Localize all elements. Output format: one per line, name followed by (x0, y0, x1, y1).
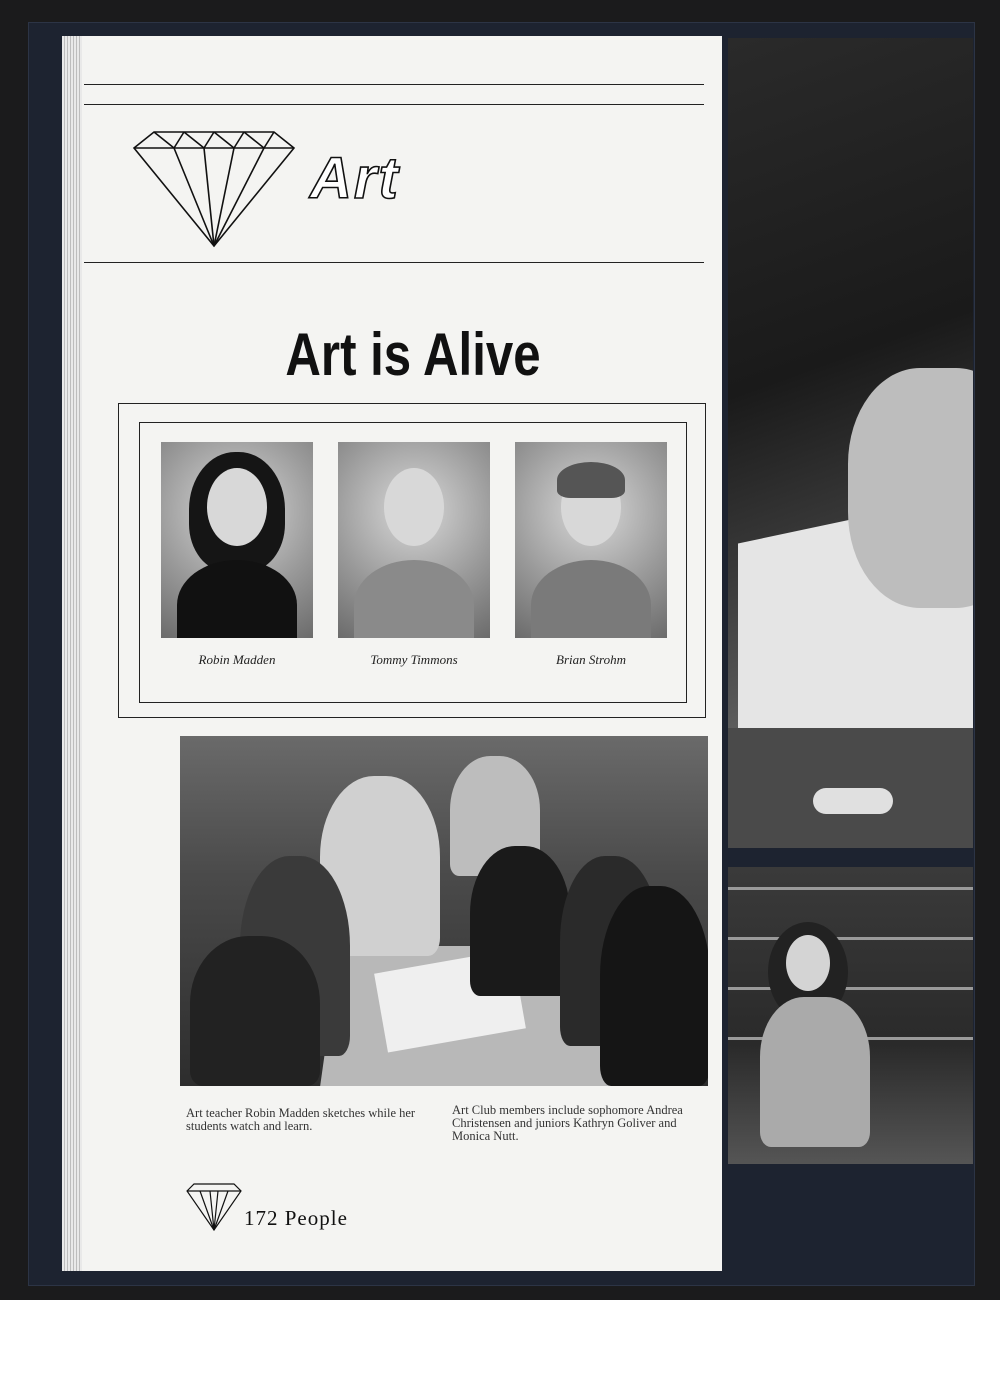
section-title: Art (310, 146, 400, 211)
header-rule-2 (84, 104, 704, 105)
drawing-photo (728, 38, 973, 848)
portrait-photo (515, 442, 667, 638)
header-rule-3 (84, 262, 704, 263)
page-headline: Art is Alive (285, 321, 541, 388)
photo-caption-left: Art teacher Robin Madden sketches while her students watch and learn. (186, 1106, 416, 1133)
page-folio (244, 1206, 348, 1231)
diamond-icon (132, 128, 296, 248)
portrait-name: Robin Madden (198, 652, 276, 667)
art-class-photo (180, 736, 708, 1086)
portrait-photo (161, 442, 313, 638)
portrait-name: Brian Strohm (556, 652, 626, 667)
portrait-name: Tommy Timmons (370, 652, 458, 667)
section-name: People (284, 1206, 348, 1230)
diamond-icon (186, 1183, 242, 1231)
library-photo (728, 867, 973, 1164)
photo-caption-right: Art Club members include sophomore Andrea Christensen and juniors Kathryn Goliver and Monica Nutt. (452, 1103, 683, 1143)
portrait-photo (338, 442, 490, 638)
page-number: 172 (244, 1206, 279, 1230)
header-rule-1 (84, 84, 704, 85)
